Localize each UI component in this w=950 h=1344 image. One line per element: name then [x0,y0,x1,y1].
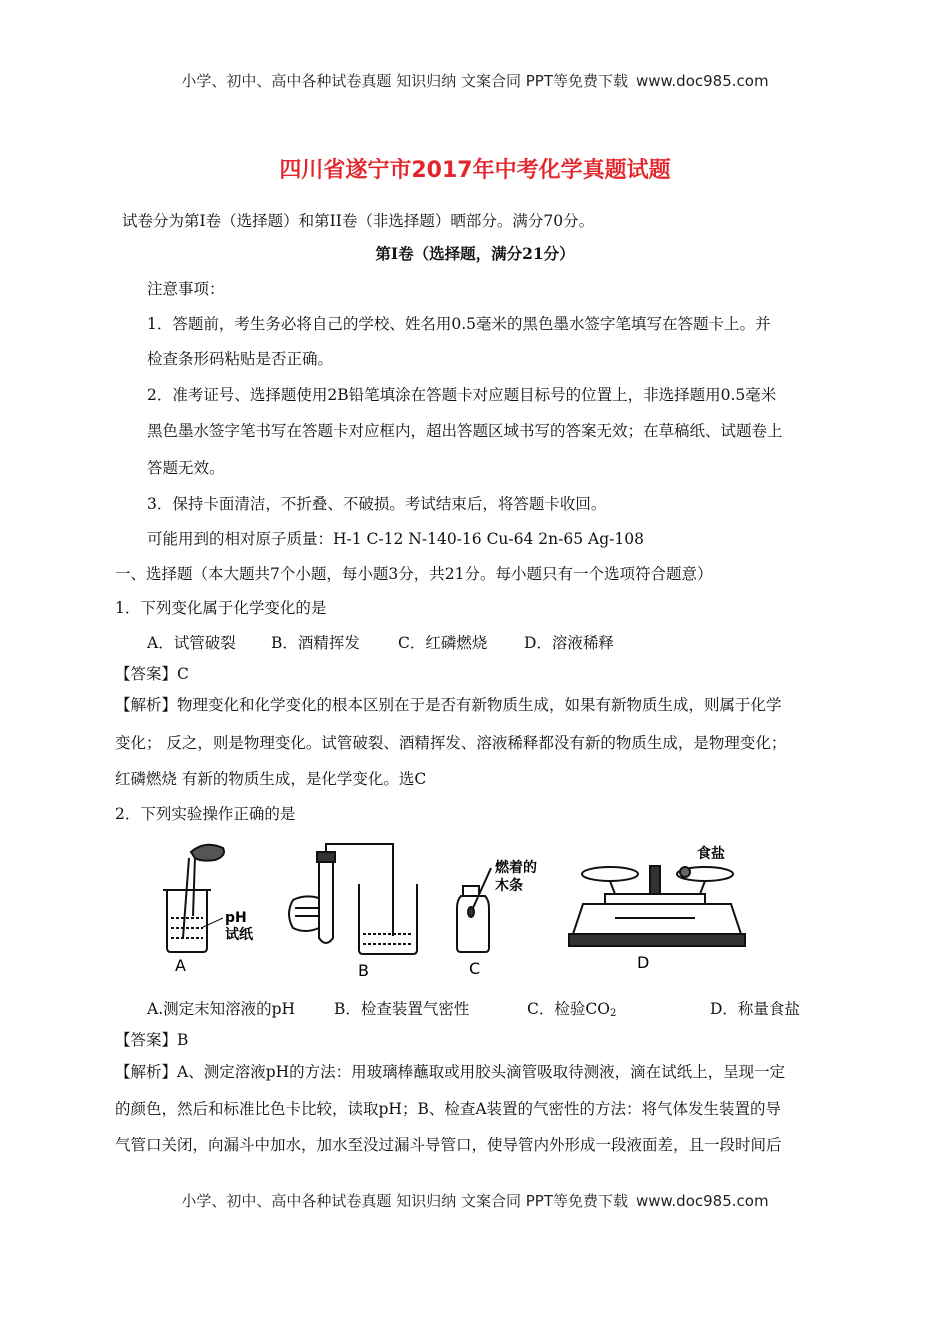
part1-heading: 一、选择题（本大题共7个小题，每小题3分，共21分。每小题只有一个选项符合题意） [115,565,713,583]
q2-analysis-line1: 【解析】A、测定溶液pH的方法：用玻璃棒蘸取或用胶头滴管吸取待测液，滴在试纸上，呈现一定 [115,1063,786,1081]
q2-figure [145,838,755,980]
q1-option-a: A．试管破裂 [147,634,236,652]
q1-options [147,633,614,653]
label-burning-stick-1: 燃着的 [495,860,537,876]
label-salt: 食盐 [697,846,725,862]
q2-option-a: A.测定末知溶液的pH [147,1000,296,1018]
q2-answer: 【答案】B [115,1031,189,1049]
notice-item2-line2: 黑色墨水签字笔书写在答题卡对应框内，超出答题区域书写的答案无效；在草稿纸、试题卷上 [147,422,783,440]
header-banner-text: 小学、初中、高中各种试卷真题 知识归纳 文案合同 PPT等免费下载 [181,72,628,90]
notice-item2-line3: 答题无效。 [147,459,225,477]
q1-option-b: B．酒精挥发 [271,634,360,652]
q1-analysis-line2: 变化； 反之，则是物理变化。试管破裂、酒精挥发、溶液稀释都没有新的物质生成，是物理变化； [115,734,787,752]
figure-d-balance [569,866,745,946]
intro-text: 试卷分为第I卷（选择题）和第II卷（非选择题）晒部分。满分70分。 [122,212,595,230]
q2-stem: 2．下列实验操作正确的是 [115,805,296,823]
q1-answer: 【答案】C [115,665,189,683]
notice-item1-line2: 检查条形码粘贴是否正确。 [147,350,334,368]
figure-c-co2-test [457,868,491,952]
footer-banner [0,1190,950,1211]
q2-option-c-text: C．检验CO [527,1000,610,1018]
figure-b-airtightness [289,844,417,954]
q2-option-b: B．检查装置气密性 [334,1000,470,1018]
notice-item1-line1: 1．答题前，考生务必将自己的学校、姓名用0.5毫米的黑色墨水签字笔填写在答题卡上。并 [147,315,771,333]
figure-a-ph-test [163,845,224,952]
label-c: C [469,959,481,978]
q2-option-d: D．称量食盐 [710,1000,800,1018]
q1-stem: 1．下列变化属于化学变化的是 [115,599,327,617]
page-title: 四川省遂宁市2017年中考化学真题试题 [279,158,671,183]
q1-analysis-line3: 红磷燃烧 有新的物质生成，是化学变化。选C [115,770,427,788]
q2-option-c-subscript: 2 [609,1008,617,1019]
q1-option-d: D．溶液稀释 [524,634,614,652]
label-a: A [175,956,186,975]
notice-item3: 3．保持卡面清洁，不折叠、不破损。考试结束后，将答题卡收回。 [147,495,607,513]
q2-analysis-line2: 的颜色，然后和标准比色卡比较，读取pH；B、检查A装置的气密性的方法：将气体发生装置的导 [115,1100,782,1118]
notice-heading: 注意事项： [147,280,225,298]
q1-analysis-line1: 【解析】物理变化和化学变化的根本区别在于是否有新物质生成，如果有新物质生成，则属于化学 [115,696,782,714]
q2-analysis-line3: 气管口关闭，向漏斗中加水，加水至没过漏斗导管口，使导管内外形成一段液面差，且一段时间后 [115,1136,782,1154]
notice-item2-line1: 2．准考证号、选择题使用2B铅笔填涂在答题卡对应题目标号的位置上，非选择题用0.5毫米 [147,386,777,404]
footer-banner-url[interactable]: www.doc985.com [635,1192,769,1210]
label-b: B [358,961,369,980]
atomic-masses: 可能用到的相对原子质量：H-1 C-12 N-140-16 Cu-64 2n-65 Ag-108 [147,530,644,548]
label-ph-paper-1: pH [225,910,247,926]
label-ph-paper-2: 试纸 [225,927,253,943]
section1-heading: 第I卷（选择题，满分21分） [375,244,575,263]
label-burning-stick-2: 木条 [495,878,523,894]
label-d: D [637,953,650,972]
footer-banner-text: 小学、初中、高中各种试卷真题 知识归纳 文案合同 PPT等免费下载 [181,1192,628,1210]
header-banner [0,70,950,91]
header-banner-url[interactable]: www.doc985.com [635,72,769,90]
q1-option-c: C．红磷燃烧 [398,634,488,652]
q2-option-c [527,999,616,1024]
